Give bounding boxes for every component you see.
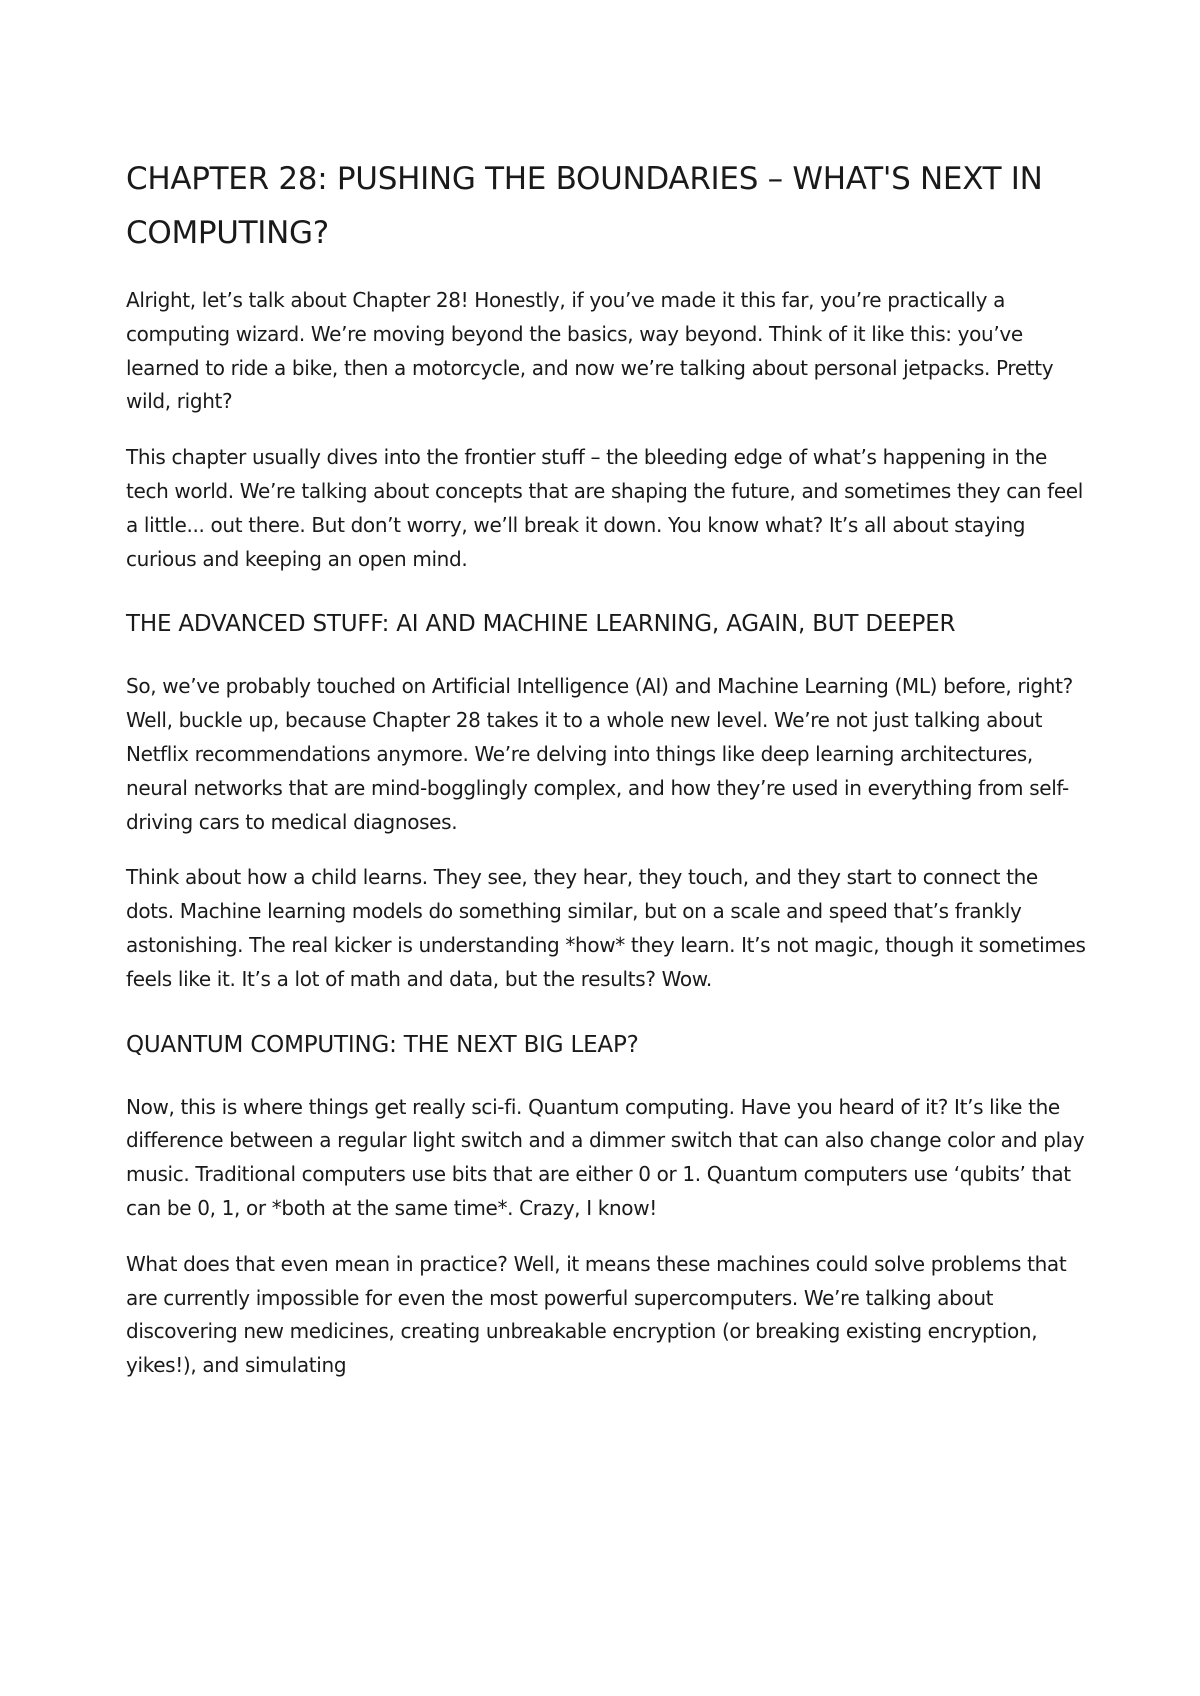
section-ai-ml-paragraph-2: Think about how a child learns. They see, they hear, they touch, and they start to connect the dots. Machine learning models do something similar, but on a scale and speed that’s frankly astonishing. The real kicker is understanding *how* they learn. It’s not magic, though it sometimes feels like it. It’s a lot of math and data, but the results? Wow.: [126, 865, 1086, 991]
section-heading-quantum: QUANTUM COMPUTING: THE NEXT BIG LEAP?: [126, 1031, 639, 1058]
section-quantum-paragraph-2: What does that even mean in practice? Well, it means these machines could solve problems that are currently impossible for even the most powerful supercomputers. We’re talking about discovering new medicines, creating unbreakable encryption (or breaking existing encryption, yikes!), and simulating: [126, 1251, 1067, 1378]
section-ai-ml-paragraph-1: So, we’ve probably touched on Artificial Intelligence (AI) and Machine Learning (ML) before, right? Well, buckle up, because Chapter 28 takes it to a whole new level. We’re not just talking about Netflix recommendations anymore. We’re delving into things like deep learning architectures, neural networks that are mind-bogglingly complex, and how they’re used in everything from self-driving cars to medical diagnoses.: [126, 674, 1073, 834]
section-quantum-paragraph-1: Now, this is where things get really sci-fi. Quantum computing. Have you heard of it? It’s like the difference between a regular light switch and a dimmer switch that can also change color and play music. Traditional computers use bits that are either 0 or 1. Quantum computers use ‘qubits’ that can be 0, 1, or *both at the same time*. Crazy, I know!: [126, 1094, 1085, 1220]
intro-paragraph-1: Alright, let’s talk about Chapter 28! Honestly, if you’ve made it this far, you’re practically a computing wizard. We’re moving beyond the basics, way beyond. Think of it like this: you’ve learned to ride a bike, then a motorcycle, and now we’re talking about personal jetpacks. Pretty wild, right?: [126, 288, 1054, 414]
document-page: [126, 140, 1086, 1405]
intro-paragraph-2: This chapter usually dives into the frontier stuff – the bleeding edge of what’s happening in the tech world. We’re talking about concepts that are shaping the future, and sometimes they can feel a little... out there. But don’t worry, we’ll break it down. You know what? It’s all about staying curious and keeping an open mind.: [126, 445, 1083, 571]
chapter-title: CHAPTER 28: PUSHING THE BOUNDARIES – WHAT'S NEXT IN COMPUTING?: [126, 161, 1043, 251]
section-heading-ai-ml: THE ADVANCED STUFF: AI AND MACHINE LEARNING, AGAIN, BUT DEEPER: [126, 611, 956, 638]
